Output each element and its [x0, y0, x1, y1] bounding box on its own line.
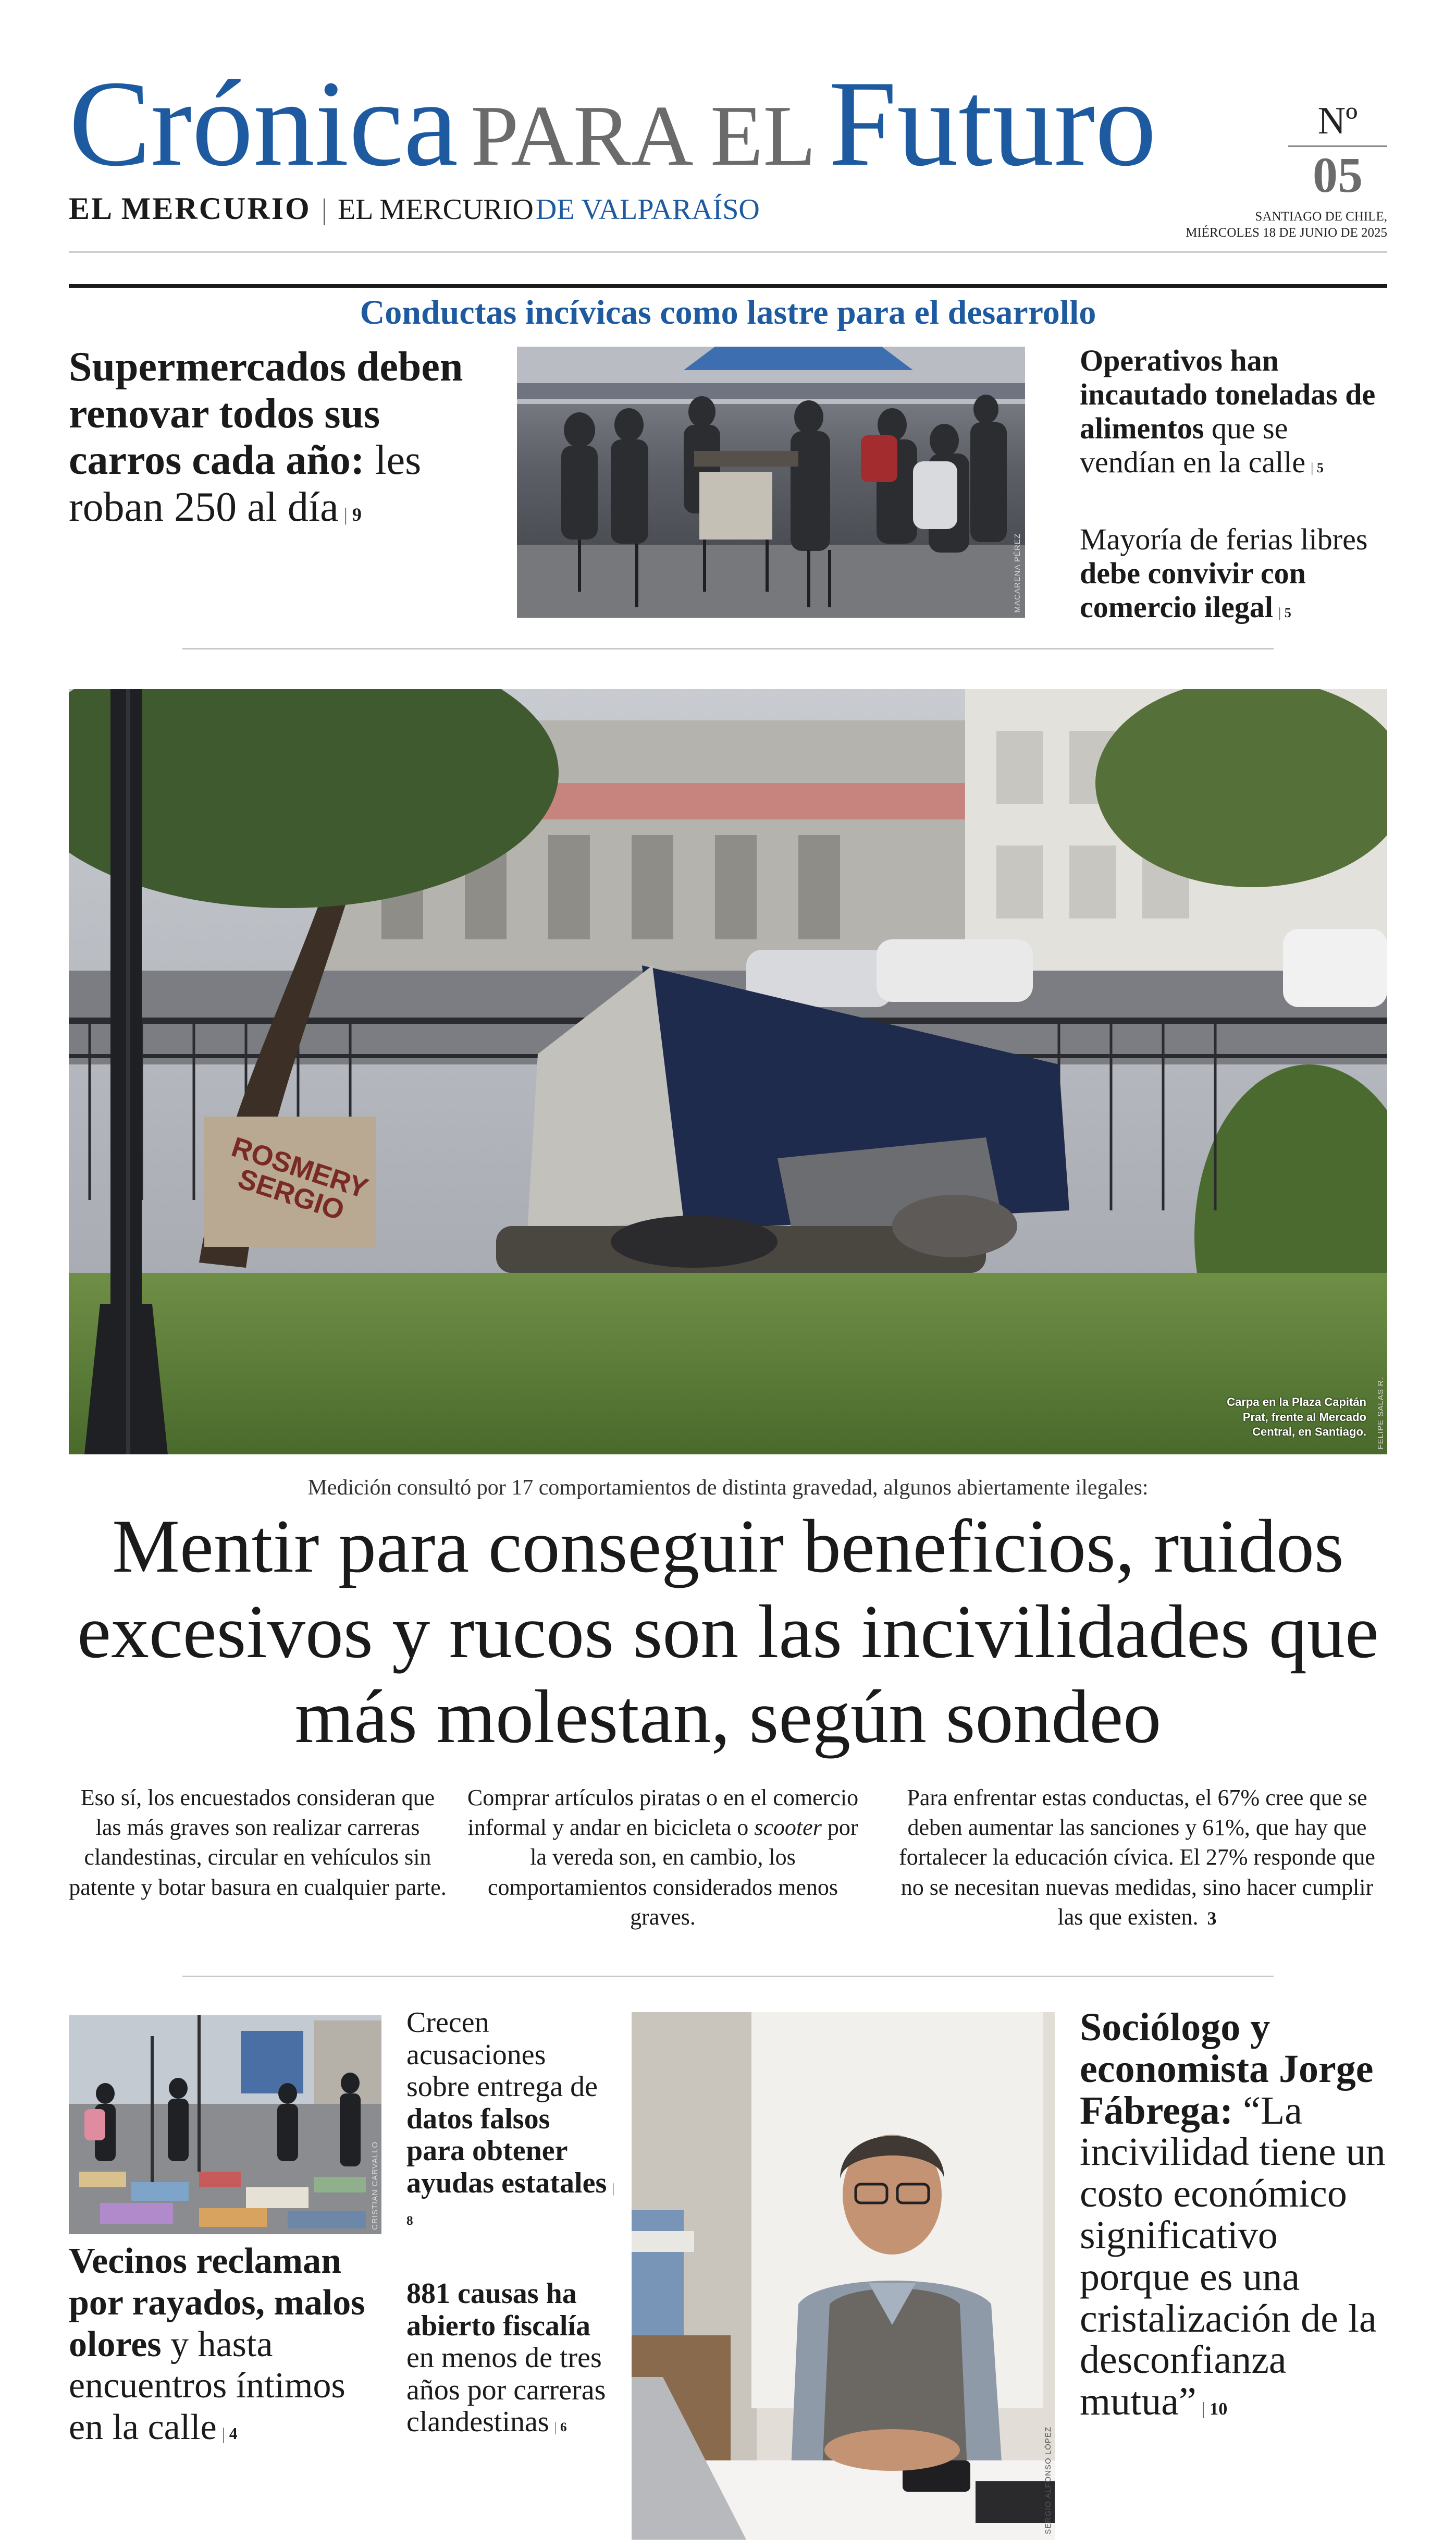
bottom-right-story[interactable]	[1080, 2007, 1387, 2423]
masthead	[69, 52, 1387, 261]
main-story-headline[interactable]: Mentir para conseguir beneficios, ruidos excesivos y rucos son las incivilidades que más molestan, según sondeo	[77, 1504, 1379, 1759]
main-story-col2-em: scooter	[754, 1815, 822, 1841]
bottom-photo-illustration	[69, 2015, 381, 2234]
top-row-divider	[182, 648, 1274, 650]
top-right-story-2-page-ref: | 5	[1278, 605, 1291, 620]
bottom-left-story-bold: Vecinos reclaman por rayados, malos olores	[69, 2241, 365, 2365]
main-story-col3	[887, 1783, 1387, 1932]
masthead-title	[69, 56, 1157, 192]
main-story-col2-a: Comprar artículos piratas o en el comercio informal y andar en bicicleta o	[467, 1785, 859, 1841]
bottom-mid-story-1-bold: datos falsos para obtener ayudas estatales	[406, 2102, 607, 2199]
main-story-kicker: Medición consultó por 17 comportamientos de distinta gravedad, algunos abiertamente ilegales:	[307, 1476, 1149, 1500]
top-left-story-bold: Supermercados deben renovar todos sus carros cada año:	[69, 344, 463, 484]
bottom-mid-story-2-page-ref: | 6	[554, 2420, 567, 2434]
middle-divider	[182, 1976, 1274, 1977]
main-story-col3-text: Para enfrentar estas conductas, el 67% cree que se deben aumentar las sanciones y 61%, que hay que fortalecer la educación cívica. El 27% responde que no se necesitan nuevas medidas, sino hacer cumplir las que existen.	[899, 1785, 1375, 1930]
issue-number: 05	[1313, 147, 1363, 203]
top-left-story[interactable]	[69, 344, 486, 531]
bottom-right-story-page-ref: | 10	[1202, 2399, 1228, 2419]
bottom-photo-street-market	[69, 2015, 381, 2234]
top-photo-credit: MACARENA PÉREZ	[1013, 533, 1022, 612]
publisher-line	[69, 193, 760, 224]
publisher-regional-prefix: EL MERCURIO	[337, 193, 534, 226]
bottom-mid-story-2[interactable]	[406, 2278, 615, 2439]
main-story-col2-b: por la vereda son, en cambio, los comportamientos considerados menos graves.	[487, 1815, 858, 1930]
top-right-story-1[interactable]	[1080, 344, 1387, 480]
top-right-story-2-bold: debe convivir con comercio ilegal	[1080, 556, 1306, 624]
masthead-thin-rule	[69, 251, 1387, 253]
issue-label: Nº	[1317, 100, 1358, 142]
bottom-right-story-bold: Sociólogo y economista Jorge Fábrega:	[1080, 2005, 1374, 2133]
portrait-photo-credit: SERGIO ALFONSO LÓPEZ	[1044, 2427, 1053, 2534]
top-right-story-1-page-ref: | 5	[1311, 460, 1324, 475]
masthead-thick-rule	[69, 284, 1387, 288]
top-right-story-1-regular: que se vendían en la calle	[1080, 411, 1306, 479]
top-right-story-2[interactable]	[1080, 523, 1387, 624]
top-right-story-1-bold: Operativos han incautado toneladas de alimentos	[1080, 344, 1376, 445]
main-photo-caption: Carpa en la Plaza Capitán Prat, frente al Mercado Central, en Santiago.	[1227, 1395, 1366, 1439]
issue-box	[1288, 100, 1387, 203]
top-left-story-page-ref: | 9	[344, 504, 362, 525]
bottom-right-story-regular: “La incivilidad tiene un costo económico significativo porque es una cristalización de la desconfianza mutua”	[1080, 2088, 1386, 2424]
main-photo-plaza-tent	[69, 689, 1387, 1454]
bottom-mid-story-2-bold: 881 causas ha abierto fiscalía	[406, 2277, 591, 2342]
publisher-main: EL MERCURIO	[69, 191, 311, 226]
main-photo-illustration	[69, 689, 1387, 1454]
main-story-col3-page-ref: 3	[1207, 1907, 1217, 1929]
bottom-photo-small-credit: CRISTIAN CARVALLO	[371, 2141, 379, 2230]
main-photo-graffiti: ROSMERY SERGIO	[228, 1131, 372, 1227]
masthead-title-futuro: Futuro	[828, 56, 1157, 192]
portrait-photo-jorge-fabrega	[632, 2012, 1055, 2540]
dateline-city: SANTIAGO DE CHILE,	[1255, 210, 1387, 224]
portrait-illustration	[632, 2012, 1055, 2540]
main-story-col1: Eso sí, los encuestados consideran que las más graves son realizar carreras clandestinas, circular en vehículos sin patente y botar basura en cualquier parte.	[69, 1785, 447, 1900]
bottom-mid-story-1-regular: Crecen acusaciones sobre entrega de	[406, 2006, 598, 2103]
dateline-date: MIÉRCOLES 18 DE JUNIO DE 2025	[1186, 226, 1387, 240]
bottom-mid-story-1[interactable]	[406, 2007, 615, 2232]
masthead-title-para-el: PARA EL	[471, 88, 816, 183]
bottom-left-story-regular: y hasta encuentros íntimos en la calle	[69, 2324, 346, 2448]
bottom-mid-story-2-regular: en menos de tres años por carreras clandestinas	[406, 2342, 606, 2439]
top-photo-illustration	[517, 347, 1025, 618]
dateline	[1186, 209, 1387, 241]
masthead-title-cronica: Crónica	[69, 56, 459, 192]
top-photo-street-vendors	[517, 347, 1025, 618]
bottom-left-story-page-ref: | 4	[222, 2424, 238, 2443]
bottom-mid-story-1-page-ref: | 8	[406, 2182, 614, 2228]
top-left-story-regular: les roban 250 al día	[69, 437, 422, 530]
publisher-divider: |	[321, 193, 327, 226]
main-photo-credit: FELIPE SALAS R.	[1376, 1377, 1385, 1449]
top-right-story-2-regular: Mayoría de ferias libres	[1080, 522, 1368, 556]
main-story-col2	[465, 1783, 861, 1932]
bottom-left-story[interactable]	[69, 2240, 381, 2448]
section-banner: Conductas incívicas como lastre para el desarrollo	[360, 293, 1096, 332]
publisher-regional-suffix: DE VALPARAÍSO	[535, 193, 760, 226]
